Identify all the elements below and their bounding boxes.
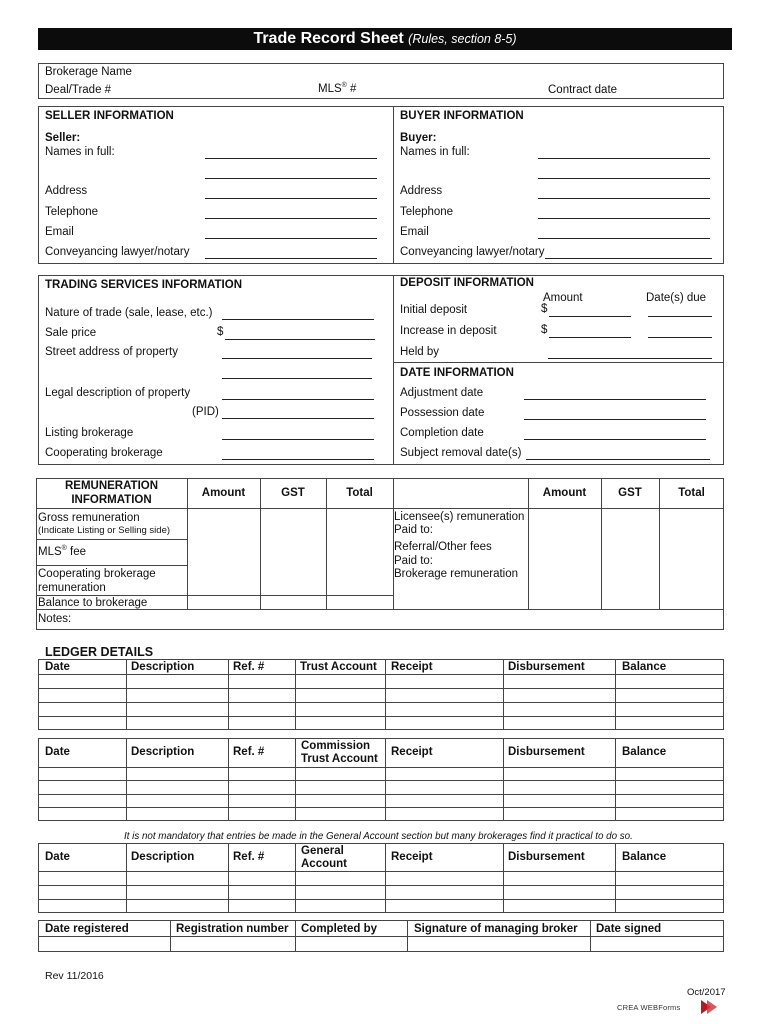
mls-number-label: [318, 82, 356, 95]
held-by-label: Held by: [400, 346, 439, 358]
party-info-box: [38, 106, 724, 264]
listing-brokerage-label: Listing brokerage: [45, 427, 134, 439]
notes-label: Notes:: [38, 613, 72, 625]
legal-description-label: Legal description of property: [45, 387, 191, 399]
seller-telephone-label: Telephone: [45, 206, 99, 218]
trust-date-header: Date: [45, 661, 70, 673]
subject-removal-label: Subject removal date(s): [400, 447, 522, 459]
buyer-address-label: Address: [400, 185, 443, 197]
buyer-label: Buyer:: [400, 132, 437, 144]
trading-info-box: [38, 275, 724, 465]
buyer-names-field-1[interactable]: [538, 158, 710, 159]
mls-fee-suffix: fee: [66, 545, 87, 558]
brokerage-remuneration-label: Brokerage remuneration: [394, 568, 519, 580]
increase-deposit-label: Increase in deposit: [400, 325, 497, 337]
date-registered-header: Date registered: [45, 923, 129, 935]
pid-label: (PID): [192, 406, 219, 418]
seller-lawyer-field[interactable]: [205, 258, 377, 259]
mls-hash: #: [346, 82, 357, 95]
commission-receipt-header: Receipt: [391, 746, 433, 758]
general-description-header: Description: [131, 851, 195, 863]
rem-amount-header: Amount: [201, 487, 246, 499]
remuneration-heading-1: REMUNERATION: [64, 480, 159, 492]
completed-by-header: Completed by: [301, 923, 378, 935]
rem-gst-header-right: GST: [618, 487, 642, 499]
seller-heading: SELLER INFORMATION: [45, 110, 174, 122]
trust-account-header: Trust Account: [300, 661, 377, 673]
street-address-label: Street address of property: [45, 346, 178, 358]
trust-disbursement-header: Disbursement: [508, 661, 585, 673]
trust-balance-header: Balance: [622, 661, 667, 673]
general-account-header-2: Account: [301, 858, 347, 870]
logo-mark-icon: [697, 998, 719, 1016]
deposit-amount-header: Amount: [543, 292, 583, 304]
deposit-dates-due-header: Date(s) due: [646, 292, 707, 304]
seller-email-field[interactable]: [205, 238, 377, 239]
logo-text: CREA WEBForms: [617, 1003, 681, 1012]
date-signed-header: Date signed: [596, 923, 662, 935]
form-title-bar: [38, 28, 732, 50]
buyer-telephone-label: Telephone: [400, 206, 454, 218]
general-account-note: It is not mandatory that entries be made in the General Account section but many brokerages find it practical to do so.: [124, 831, 633, 842]
date-info-heading: DATE INFORMATION: [400, 367, 514, 379]
seller-names-field-1[interactable]: [205, 158, 377, 159]
seller-label: Seller:: [45, 132, 81, 144]
increase-deposit-amount-field[interactable]: [549, 337, 631, 338]
general-balance-header: Balance: [622, 851, 667, 863]
sale-price-dollar: $: [217, 326, 224, 338]
licensee-remuneration-label: Licensee(s) remuneration: [394, 511, 525, 523]
initial-deposit-amount-field[interactable]: [549, 316, 631, 317]
referral-paid-to-label: Paid to:: [394, 555, 433, 567]
brokerage-name-label: Brokerage Name: [45, 66, 132, 78]
possession-date-label: Possession date: [400, 407, 485, 419]
revision-label: Rev 11/2016: [45, 970, 104, 982]
mls-fee-reg-mark: ®: [61, 545, 67, 552]
buyer-heading: BUYER INFORMATION: [400, 110, 524, 122]
gross-remuneration-note: (Indicate Listing or Selling side): [38, 525, 171, 536]
held-by-field[interactable]: [548, 358, 712, 359]
mls-reg-mark: ®: [341, 82, 347, 89]
buyer-telephone-field[interactable]: [538, 218, 710, 219]
nature-of-trade-label: Nature of trade (sale, lease, etc.): [45, 307, 213, 319]
possession-date-field[interactable]: [524, 419, 706, 420]
commission-description-header: Description: [131, 746, 195, 758]
general-receipt-header: Receipt: [391, 851, 433, 863]
listing-brokerage-field[interactable]: [222, 439, 374, 440]
buyer-email-label: Email: [400, 226, 429, 238]
form-title: Trade Record Sheet: [253, 30, 404, 47]
seller-email-label: Email: [45, 226, 74, 238]
coop-remuneration-label-2: remuneration: [38, 582, 106, 594]
commission-account-header-1: Commission: [301, 740, 371, 752]
sale-price-field[interactable]: [225, 339, 375, 340]
rem-total-header: Total: [346, 487, 373, 499]
sale-price-label: Sale price: [45, 327, 97, 339]
seller-lawyer-label: Conveyancing lawyer/notary: [45, 246, 190, 258]
registration-number-header: Registration number: [176, 923, 289, 935]
mls-text: MLS: [318, 82, 342, 95]
cooperating-brokerage-label: Cooperating brokerage: [45, 447, 163, 459]
ledger-heading: LEDGER DETAILS: [45, 645, 154, 659]
seller-names-label: Names in full:: [45, 146, 115, 158]
completion-date-field[interactable]: [524, 439, 706, 440]
footer-date: Oct/2017: [687, 987, 726, 998]
form-subtitle: (Rules, section 8-5): [408, 32, 517, 46]
rem-total-header-right: Total: [678, 487, 705, 499]
general-disbursement-header: Disbursement: [508, 851, 585, 863]
adjustment-date-field[interactable]: [524, 399, 706, 400]
balance-to-brokerage-label: Balance to brokerage: [38, 597, 148, 609]
remuneration-heading-2: INFORMATION: [71, 494, 152, 506]
buyer-lawyer-field[interactable]: [545, 258, 712, 259]
commission-date-header: Date: [45, 746, 70, 758]
commission-disbursement-header: Disbursement: [508, 746, 585, 758]
mls-fee-label: [38, 545, 86, 558]
increase-deposit-dollar: $: [541, 324, 548, 336]
licensee-paid-to-label: Paid to:: [394, 524, 433, 536]
subject-removal-field[interactable]: [526, 459, 710, 460]
trading-heading: TRADING SERVICES INFORMATION: [45, 279, 242, 291]
nature-of-trade-field[interactable]: [222, 319, 374, 320]
referral-fees-label: Referral/Other fees: [394, 541, 492, 553]
commission-account-header-2: Trust Account: [301, 753, 378, 765]
gross-remuneration-label: Gross remuneration: [38, 512, 140, 524]
mls-fee-text: MLS: [38, 545, 62, 558]
signature-header: Signature of managing broker: [414, 923, 578, 935]
pid-field[interactable]: [222, 418, 374, 419]
buyer-names-field-2[interactable]: [538, 178, 710, 179]
crea-webforms-logo: [617, 1000, 727, 1018]
trust-description-header: Description: [131, 661, 195, 673]
contract-date-label: Contract date: [548, 84, 618, 96]
seller-address-field[interactable]: [205, 198, 377, 199]
street-address-field-2[interactable]: [222, 378, 372, 379]
buyer-address-field[interactable]: [538, 198, 710, 199]
completion-date-label: Completion date: [400, 427, 484, 439]
buyer-lawyer-label: Conveyancing lawyer/notary: [400, 246, 545, 258]
street-address-field-1[interactable]: [222, 358, 372, 359]
initial-deposit-dollar: $: [541, 303, 548, 315]
general-account-header-1: General: [301, 845, 344, 857]
adjustment-date-label: Adjustment date: [400, 387, 484, 399]
trust-ref-header: Ref. #: [233, 661, 265, 673]
legal-description-field[interactable]: [222, 399, 374, 400]
increase-deposit-date-field[interactable]: [648, 337, 712, 338]
seller-names-field-2[interactable]: [205, 178, 377, 179]
deposit-heading: DEPOSIT INFORMATION: [400, 277, 534, 289]
header-box: [38, 63, 724, 99]
commission-balance-header: Balance: [622, 746, 667, 758]
seller-telephone-field[interactable]: [205, 218, 377, 219]
initial-deposit-label: Initial deposit: [400, 304, 468, 316]
seller-address-label: Address: [45, 185, 88, 197]
deal-trade-label: Deal/Trade #: [45, 84, 112, 96]
cooperating-brokerage-field[interactable]: [222, 459, 374, 460]
general-date-header: Date: [45, 851, 70, 863]
buyer-email-field[interactable]: [538, 238, 710, 239]
rem-amount-header-right: Amount: [542, 487, 587, 499]
rem-gst-header: GST: [281, 487, 305, 499]
commission-ref-header: Ref. #: [233, 746, 265, 758]
trust-receipt-header: Receipt: [391, 661, 433, 673]
buyer-names-label: Names in full:: [400, 146, 470, 158]
coop-remuneration-label-1: Cooperating brokerage: [38, 568, 156, 580]
general-ref-header: Ref. #: [233, 851, 265, 863]
initial-deposit-date-field[interactable]: [648, 316, 712, 317]
